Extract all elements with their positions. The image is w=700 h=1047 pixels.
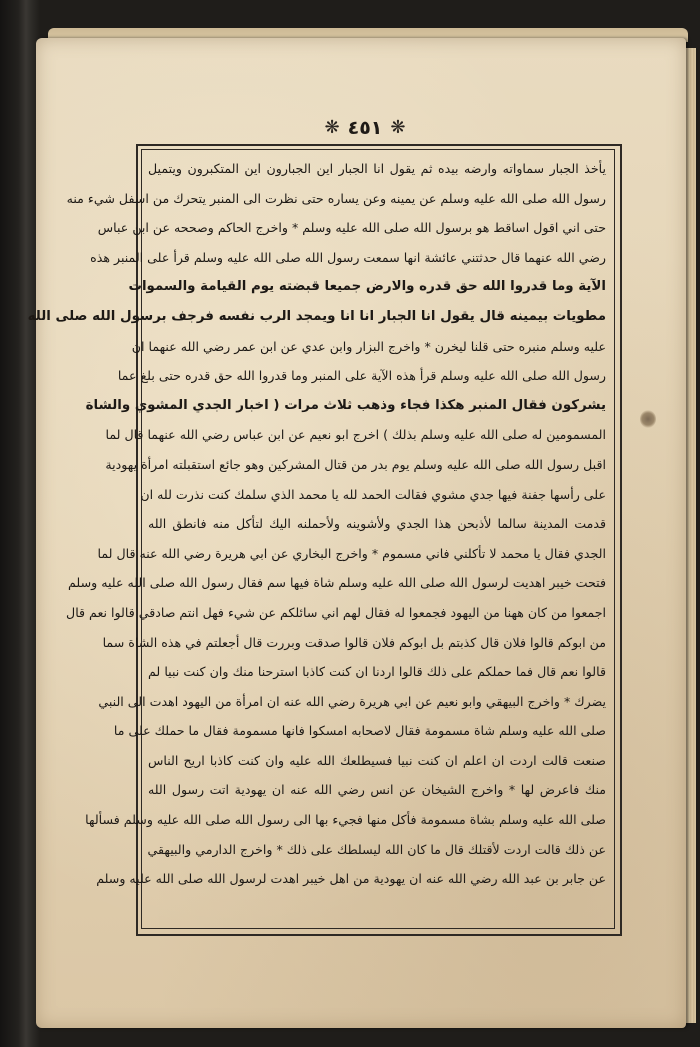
text-line: عليه وسلم منبره حتى قلنا ليخرن * واخرج البزار وابن عدي عن ابن عمر رضي الله عنهما ان bbox=[131, 338, 606, 354]
text-line: مطويات بيمينه قال يقول انا الجبار انا انا ويمجد الرب نفسه فرجف برسول الله صلى الله bbox=[27, 308, 606, 324]
text-line: الآية وما قدروا الله حق قدره والارض جميعا قبضته يوم القيامة والسموات bbox=[128, 279, 606, 295]
text-line: فتحت خيبر اهديت لرسول الله صلى الله عليه وسلم شاة فيها سم فقال رسول الله صلى الله عليه وسلم bbox=[68, 575, 606, 591]
text-line: يضرك * واخرج البيهقي وابو نعيم عن ابي هريرة رضي الله عنه ان امرأة من اليهود اهدت الى النبي bbox=[98, 693, 606, 709]
text-line: يأخذ الجبار سماواته وارضه بيده ثم يقول انا الجبار اين الجبارون اين المتكبرون ويتميل bbox=[148, 161, 606, 176]
text-line: رسول الله صلى الله عليه وسلم قرأ هذه الآية على المنبر وما قدروا الله حق قدره حتى بلغ عما bbox=[117, 368, 606, 384]
text-line: قالوا نعم قال فما حملكم على ذلك قالوا اردنا ان كنت كاذبا استرحنا منك وان كنت نبيا لم bbox=[148, 664, 606, 680]
text-line: اجمعوا من كان ههنا من اليهود فجمعوا له فقال لهم اني سائلكم عن شيء فهل انتم صادقي قالوا نعم قال bbox=[66, 604, 606, 620]
page-header bbox=[300, 113, 430, 143]
text-line: صنعت قالت اردت ان اعلم ان كنت نبيا فسيطلعك الله عليه وان كنت كاذبا اريح الناس bbox=[148, 752, 606, 768]
text-line: رضي الله عنهما قال حدثتني عائشة انها سمعت رسول الله صلى الله عليه وسلم قرأ على المنبر هذه bbox=[90, 249, 606, 265]
page-number: ٤٥١ bbox=[347, 116, 383, 139]
ornament-right-icon: ❋ bbox=[390, 117, 406, 138]
text-line: منك فاعرض لها * واخرج الشيخان عن انس رضي الله عنه ان يهودية اتت رسول الله bbox=[148, 782, 606, 798]
text-line: يشركون فقال المنبر هكذا فجاء وذهب ثلاث مرات ( اخبار الجدي المشوي والشاة bbox=[85, 397, 606, 413]
text-line: حتى اني اقول اساقط هو برسول الله صلى الله عليه وسلم * واخرج الحاكم وصححه عن ابن عباس bbox=[97, 220, 606, 236]
text-line: قدمت المدينة سالما لأذبحن هذا الجدي ولأشوينه ولأحملنه اليك لتأكل منه فانطق الله bbox=[148, 516, 606, 532]
text-line: عن ذلك قالت اردت لأقتلك قال ما كان الله ليسلطك على ذلك * واخرج الدارمي والبيهقي bbox=[147, 841, 606, 857]
ornament-left-icon: ❋ bbox=[324, 117, 340, 138]
text-line: صلى الله عليه وسلم بشاة مسمومة فأكل منها فجيء بها الى رسول الله صلى الله عليه وسلم فسألها bbox=[85, 812, 606, 828]
text-line: رسول الله صلى الله عليه وسلم عن يمينه وعن يساره حتى نظرت الى المنبر يتحرك من اسفل شيء منه bbox=[66, 190, 606, 206]
paper-stain bbox=[640, 410, 656, 428]
text-line: الجدي فقال يا محمد لا تأكلني فاني مسموم * واخرج البخاري عن ابي هريرة رضي الله عنه قال لما bbox=[97, 545, 606, 561]
text-block bbox=[27, 154, 606, 924]
text-line: من ابوكم قالوا فلان قال كذبتم بل ابوكم فلان قالوا صدقت وبررت قال أجعلتم في هذه الشاة سما bbox=[102, 634, 606, 650]
text-line: صلى الله عليه وسلم شاة مسمومة فقال لاصحابه امسكوا فانها مسمومة فقال ما حملك على ما bbox=[113, 723, 606, 739]
text-line: عن جابر بن عبد الله رضي الله عنه ان يهودية من اهل خيبر اهدت لرسول الله صلى الله عليه وسلم bbox=[96, 871, 606, 887]
text-line: المسمومين له صلى الله عليه وسلم بذلك ) اخرج ابو نعيم عن ابن عباس رضي الله عنهما قال لما bbox=[105, 427, 606, 443]
text-line: على رأسها جفنة فيها جدي مشوي فقالت الحمد لله يا محمد الذي سلمك كنت نذرت لله ان bbox=[140, 486, 606, 502]
text-line: اقبل رسول الله صلى الله عليه وسلم يوم بدر من قتال المشركين وهو جائع استقبلته امرأة يهودية bbox=[105, 456, 606, 472]
